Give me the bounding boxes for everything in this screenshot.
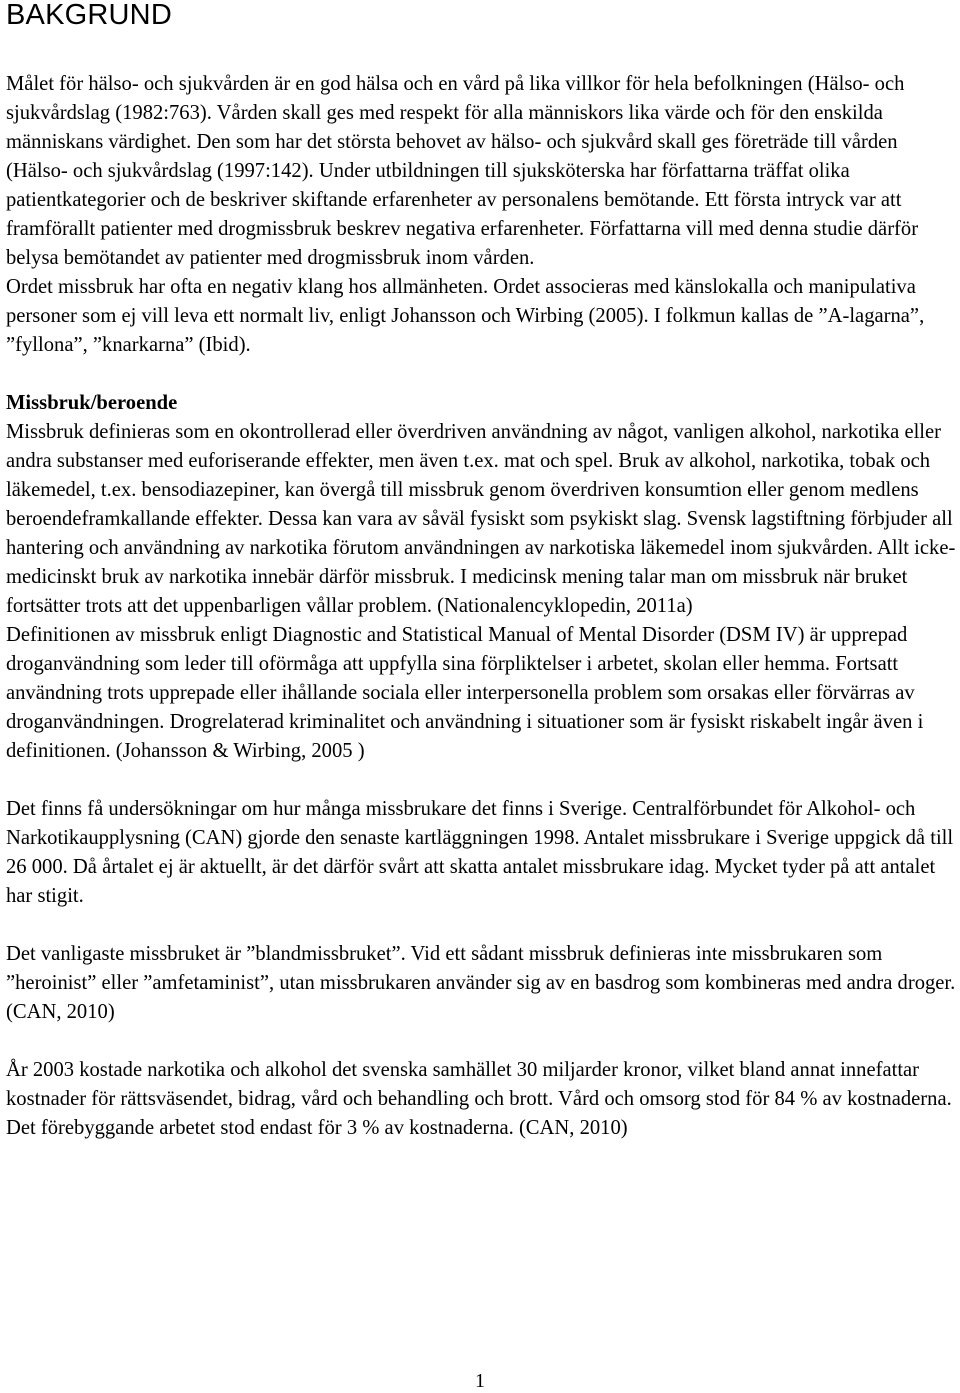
missbruk-paragraph-2: Definitionen av missbruk enligt Diagnostic and Statistical Manual of Mental Disorder (DSM IV) är upprepad droganvändning som leder till oförmåga att uppfylla sina förpliktelser i arbetet, skolan eller hemma. Fortsatt användning trots upprepade eller ihållande sociala eller interpersonella problem som orsakas eller förvärras av droganvändningen. Drogrelaterad kriminalitet och användning i situationer som är fysiskt riskabelt ingår även i definitionen. (Johansson & Wirbing, 2005 ) [6, 624, 924, 762]
spacer [6, 766, 956, 795]
intro-paragraph-2: Ordet missbruk har ofta en negativ klang hos allmänheten. Ordet associeras med känslokalla och manipulativa personer som ej vill leva ett normalt liv, enligt Johansson och Wirbing (2005). I folkmun kallas de ”A-lagarna”, ”fyllona”, ”knarkarna” (Ibid). [6, 276, 925, 356]
spacer [6, 1027, 956, 1056]
intro-paragraph-1: Målet för hälso- och sjukvården är en god hälsa och en vård på lika villkor för hela befolkningen (Hälso- och sjukvårdslag (1982:763). Vården skall ges med respekt för alla människors lika värde och för den enskilda människans värdighet. Den som har det största behovet av hälso- och sjukvård skall ges företräde till vården (Hälso- och sjukvårdslag (1997:142). Under utbildningen till sjuksköterska har författarna träffat olika patientkategorier och de beskriver skiftande erfarenheter av personalens bemötande. Ett första intryck var att framförallt patienter med drogmissbruk beskrev negativa erfarenheter. Författarna vill med denna studie därför belysa bemötandet av patienter med drogmissbruk inom vården. [6, 73, 919, 269]
blandmissbruk-paragraph: Det vanligaste missbruket är ”blandmissbruket”. Vid ett sådant missbruk definieras inte missbrukaren som ”heroinist” eller ”amfetaminist”, utan missbrukaren använder sig av en basdrog som kombineras med andra droger. (CAN, 2010) [6, 943, 956, 1023]
count-paragraph: Det finns få undersökningar om hur många missbrukare det finns i Sverige. Centralförbundet för Alkohol- och Narkotikaupplysning (CAN) gjorde den senaste kartläggningen 1998. Antalet missbrukare i Sverige uppgick då till 26 000. Då årtalet ej är aktuellt, är det därför svårt att skatta antalet missbrukare idag. Mycket tyder på att antalet har stigit. [6, 798, 954, 907]
document-page [6, 0, 956, 1143]
spacer [6, 360, 956, 389]
section-heading: BAKGRUND [6, 0, 172, 31]
cost-paragraph: År 2003 kostade narkotika och alkohol det svenska samhället 30 miljarder kronor, vilket bland annat innefattar kostnader för rättsväsendet, bidrag, vård och behandling och brott. Vård och omsorg stod för 84 % av kostnaderna. Det förebyggande arbetet stod endast för 3 % av kostnaderna. (CAN, 2010) [6, 1059, 952, 1139]
spacer [6, 30, 956, 70]
missbruk-paragraph-1: Missbruk definieras som en okontrollerad eller överdriven användning av något, vanligen alkohol, narkotika eller andra substanser med euforiserande effekter, men även t.ex. mat och spel. Bruk av alkohol, narkotika, tobak och läkemedel, t.ex. bensodiazepiner, kan övergå till missbruk genom överdriven konsumtion eller genom medlens beroendeframkallande effekter. Dessa kan vara av såväl fysiskt som psykiskt slag. Svensk lagstiftning förbjuder all hantering och användning av narkotika förutom användningen av narkotiska läkemedel inom sjukvården. Allt icke-medicinskt bruk av narkotika innebär därför missbruk. I medicinsk mening talar man om missbruk när bruket fortsätter trots att det uppenbarligen vållar problem. (Nationalencyklopedin, 2011a) [6, 421, 956, 617]
page-number: 1 [475, 1370, 485, 1392]
subheading-missbruk: Missbruk/beroende [6, 392, 178, 414]
spacer [6, 911, 956, 940]
